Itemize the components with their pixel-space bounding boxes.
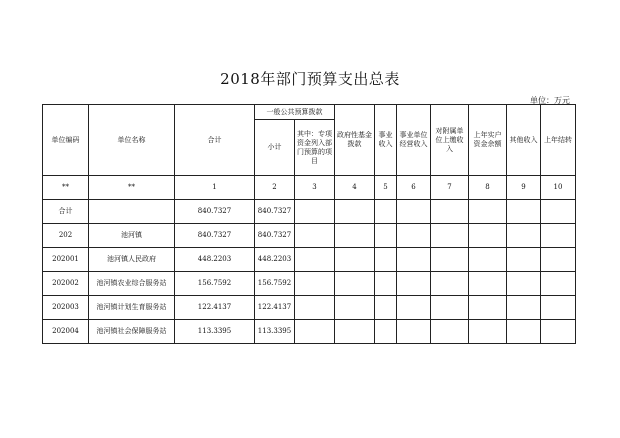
index-cell: 4 (335, 176, 375, 200)
cell-subtotal: 840.7327 (255, 200, 295, 224)
col-header-career-income: 事业收入 (375, 105, 397, 176)
index-cell: ** (43, 176, 89, 200)
index-cell: 1 (175, 176, 255, 200)
index-cell: 7 (431, 176, 469, 200)
cell-name: 池河镇计划生育服务站 (89, 296, 175, 320)
cell-name: 池河镇社会保障服务站 (89, 320, 175, 344)
col-header-carryover-balance: 上年实户资金余额 (469, 105, 507, 176)
cell-total: 156.7592 (175, 272, 255, 296)
col-header-subtotal: 小计 (255, 120, 295, 176)
table-row (43, 200, 576, 224)
table-row (43, 224, 576, 248)
budget-table (42, 104, 576, 344)
index-cell: 2 (255, 176, 295, 200)
table-row (43, 272, 576, 296)
table-row (43, 248, 576, 272)
header-row-top (43, 105, 576, 120)
col-header-fund-budget: 政府性基金拨款 (335, 105, 375, 176)
col-header-name: 单位名称 (89, 105, 175, 176)
col-header-business-income: 事业单位经营收入 (397, 105, 431, 176)
cell-subtotal: 113.3395 (255, 320, 295, 344)
index-cell: 5 (375, 176, 397, 200)
cell-code: 202003 (43, 296, 89, 320)
table-row (43, 296, 576, 320)
cell-subtotal: 448.2203 (255, 248, 295, 272)
cell-total: 122.4137 (175, 296, 255, 320)
col-header-other-income: 其他收入 (507, 105, 541, 176)
cell-subtotal: 840.7327 (255, 224, 295, 248)
col-header-total: 合计 (175, 105, 255, 176)
index-cell: 8 (469, 176, 507, 200)
cell-code: 202 (43, 224, 89, 248)
cell-total: 840.7327 (175, 224, 255, 248)
cell-total: 113.3395 (175, 320, 255, 344)
index-cell: 10 (541, 176, 576, 200)
cell-subtotal: 122.4137 (255, 296, 295, 320)
cell-code: 202004 (43, 320, 89, 344)
index-row (43, 176, 576, 200)
cell-name (89, 200, 175, 224)
page-title: 2018年部门预算支出总表 (220, 70, 400, 88)
cell-subtotal: 156.7592 (255, 272, 295, 296)
cell-name: 池河镇农业综合服务站 (89, 272, 175, 296)
col-header-special-fund: 其中：专项资金列入部门预算的项目 (295, 120, 335, 176)
cell-name: 池河镇人民政府 (89, 248, 175, 272)
cell-total: 840.7327 (175, 200, 255, 224)
index-cell: 6 (397, 176, 431, 200)
col-header-general-budget: 一般公共预算拨款 (255, 105, 335, 120)
unit-label: 单位：万元 (530, 96, 570, 105)
cell-code: 202001 (43, 248, 89, 272)
col-header-last-year: 上年结转 (541, 105, 576, 176)
col-header-code: 单位编码 (43, 105, 89, 176)
index-cell: 3 (295, 176, 335, 200)
col-header-subordinate-income: 对附属单位上缴收入 (431, 105, 469, 176)
index-cell: ** (89, 176, 175, 200)
cell-code: 202002 (43, 272, 89, 296)
index-cell: 9 (507, 176, 541, 200)
cell-total: 448.2203 (175, 248, 255, 272)
cell-code: 合计 (43, 200, 89, 224)
table-row (43, 320, 576, 344)
cell-name: 池河镇 (89, 224, 175, 248)
